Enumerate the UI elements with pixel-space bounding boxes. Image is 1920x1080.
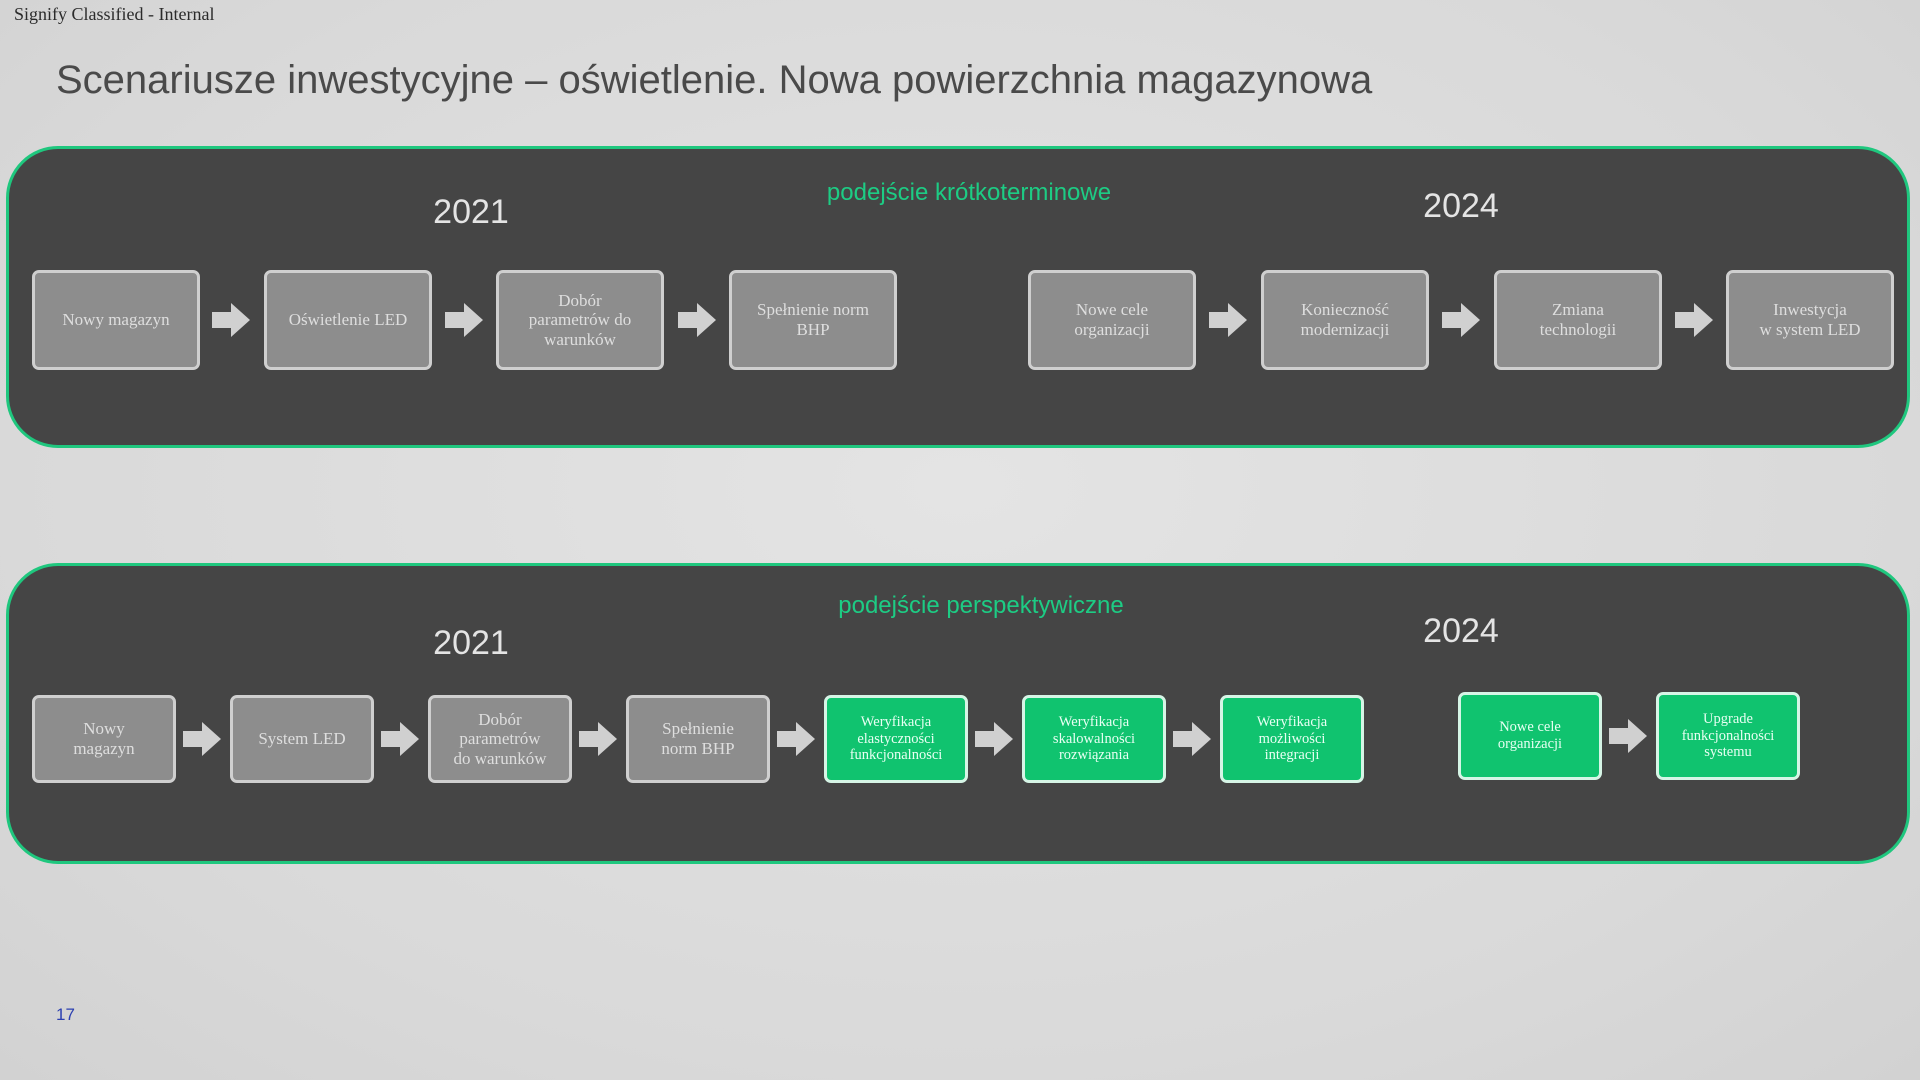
long-term-heading: podejście perspektywiczne bbox=[838, 592, 1124, 619]
page-number: 17 bbox=[56, 1005, 75, 1024]
short-term-year-end: 2024 bbox=[1423, 187, 1499, 225]
arrow-right-icon bbox=[212, 303, 250, 337]
short-term-heading: podejście krótkoterminowe bbox=[826, 179, 1112, 206]
arrow-right-icon bbox=[1442, 303, 1480, 337]
long-term-year-end: 2024 bbox=[1423, 612, 1499, 650]
step-parameter-selection: Dobór parametrów do warunków bbox=[428, 695, 572, 783]
arrow-right-icon bbox=[1675, 303, 1713, 337]
step-led-investment: Inwestycja w system LED bbox=[1726, 270, 1894, 370]
step-modernization-need: Konieczność modernizacji bbox=[1261, 270, 1429, 370]
arrow-right-icon bbox=[445, 303, 483, 337]
step-integration-verification: Weryfikacja możliwości integracji bbox=[1220, 695, 1364, 783]
step-new-warehouse: Nowy magazyn bbox=[32, 270, 200, 370]
step-new-goals: Nowe cele organizacji bbox=[1028, 270, 1196, 370]
step-led-lighting: Oświetlenie LED bbox=[264, 270, 432, 370]
short-term-year-start: 2021 bbox=[433, 193, 509, 231]
arrow-right-icon bbox=[183, 722, 221, 756]
step-flexibility-verification: Weryfikacja elastyczności funkcjonalności bbox=[824, 695, 968, 783]
step-led-system: System LED bbox=[230, 695, 374, 783]
step-parameter-selection: Dobór parametrów do warunków bbox=[496, 270, 664, 370]
arrow-right-icon bbox=[1609, 719, 1647, 753]
arrow-right-icon bbox=[579, 722, 617, 756]
step-bhp-compliance: Spełnienie norm BHP bbox=[729, 270, 897, 370]
short-term-panel bbox=[6, 146, 1910, 448]
slide-title: Scenariusze inwestycyjne – oświetlenie. Nowa powierzchnia magazynowa bbox=[56, 58, 1373, 102]
arrow-right-icon bbox=[1173, 722, 1211, 756]
step-bhp-compliance: Spełnienie norm BHP bbox=[626, 695, 770, 783]
step-scalability-verification: Weryfikacja skalowalności rozwiązania bbox=[1022, 695, 1166, 783]
step-new-goals: Nowe cele organizacji bbox=[1458, 692, 1602, 780]
arrow-right-icon bbox=[1209, 303, 1247, 337]
step-system-upgrade: Upgrade funkcjonalności systemu bbox=[1656, 692, 1800, 780]
step-technology-change: Zmiana technologii bbox=[1494, 270, 1662, 370]
step-new-warehouse: Nowy magazyn bbox=[32, 695, 176, 783]
classification-label: Signify Classified - Internal bbox=[14, 4, 215, 24]
arrow-right-icon bbox=[381, 722, 419, 756]
long-term-panel bbox=[6, 563, 1910, 864]
long-term-year-start: 2021 bbox=[433, 624, 509, 662]
arrow-right-icon bbox=[678, 303, 716, 337]
arrow-right-icon bbox=[777, 722, 815, 756]
arrow-right-icon bbox=[975, 722, 1013, 756]
